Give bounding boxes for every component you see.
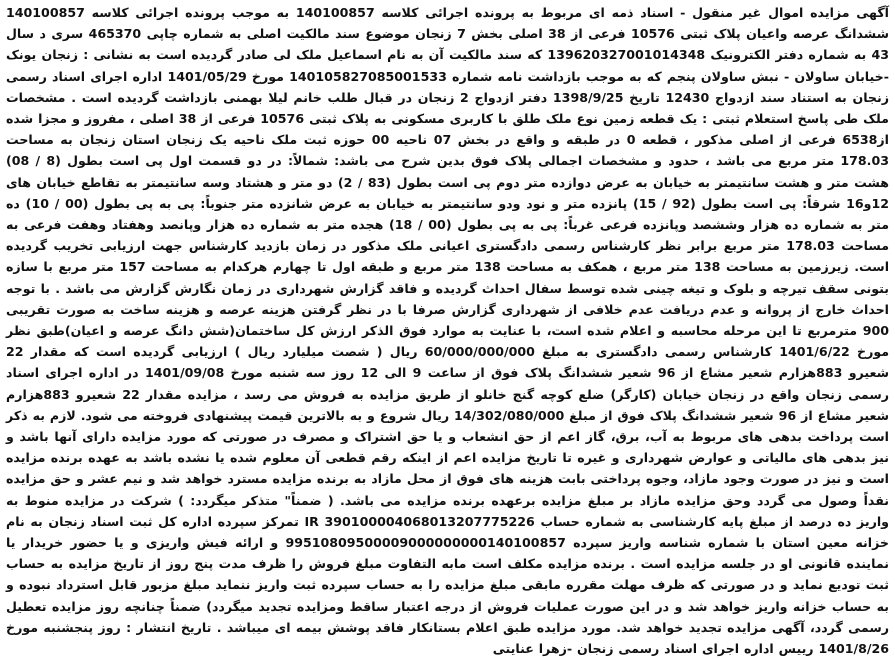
auction-notice-text: آگهی مزایده اموال غیر منقول - اسناد ذمه ای مربوط به پرونده اجرائی کلاسه 140100857 به موجب پرونده اجرائی کلاسه 140100857 ششدانگ عرصه واعیان پلاک ثبتی 10576 فرعی از 38 اصلی بخش 7 زنجان موضوع سند مالکیت اصلی به شماره چاپی 465370 سری د سال 43 به شماره دفتر الکترونیک 139620327001014348 که سند مالکیت آن به نام اسماعیل ملک لی صادر گردیده است به نشانی : زنجان یونک -خیابان ساولان - نبش ساولان پنجم که به موجب بازداشت نامه شماره 140105827085001533 مورخ 1401/05/29 اداره اجرای اسناد رسمی زنجان به استناد سند ازدواج 12430 تاریخ 1398/9/25 دفتر ازدواج 2 زنجان در قبال طلب خانم لیلا بهمنی بازداشت گردیده است . مشخصات ملک طی پاسخ استعلام ثبتی : یک قطعه زمین نوع ملک طلق با کاربری مسکونی به پلاک ثبتی 10576 فرعی از 38 اصلی ، مفروز و مجزا شده از6538 فرعی از اصلی مذکور ، قطعه 0 در طبقه و واقع در بخش 07 ناحیه 00 حوزه ثبت ملک ناحیه یک زنجان استان زنجان به مساحت 178.03 متر مربع می باشد ، حدود و مشخصات اجمالی پلاک فوق بدین شرح می باشد: شمالاً: در دو قسمت اول پی است بطول (8 / 08) هشت متر و هشت سانتیمتر به خیابان به عرض دوازده متر دوم پی است بطول (83 / 2) دو متر و هشتاد وسه سانتیمتر به تقاطع خیابان های 12و16 شرقاً: پی است بطول (92 / 15) پانزده متر و نود ودو سانتیمتر به خیابان به عرض شانزده متر جنوباً: پی به پی بطول (00 / 10) ده متر به شماره ده هزار وششصد وپانزده فرعی غرباً: پی به پی بطول (00 / 18) هجده متر به شماره ده هزار وپانصد وهفتاد وهفت فرعی به مساحت 178.03 متر مربع برابر نظر کارشناس رسمی دادگستری اعیانی ملک مذکور در زمان بازدید کارشناس جهت ارزیابی تخریب گردیده است. زیرزمین به مساحت 138 متر مربع ، همکف به مساحت 138 متر مربع و طبقه اول تا چهارم هرکدام به مساحت 157 متر مربع با سازه بتونی سقف تیرچه و بلوک و تیغه چینی شده توسط سفال احداث گردیده و فاقد گزارش شهرداری در زمان نگارش گزارش می باشد . با توجه احداث خارج از پروانه و عدم دریافت عدم خلافی از شهرداری گزارش صرفا با در نظر گرفتن هزینه عرصه و هزینه ساخت به صورت تقریبی 900 مترمربع تا این مرحله محاسبه و اعلام شده است، با عنایت به موارد فوق الذکر ارزش کل ساختمان(شش دانگ عرصه و اعیان)طبق نظر مورخ 1401/6/22 کارشناس رسمی دادگستری به مبلغ 60/000/000/000 ریال ( شصت میلیارد ریال ) ارزیابی گردیده است که مقدار 22 شعیرو 883هزارم شعیر مشاع از 96 شعیر ششدانگ پلاک فوق از ساعت 9 الی 12 روز سه شنبه مورخ 1401/09/08 در اداره اجرای اسناد رسمی زنجان واقع در زنجان خیابان (کارگر) ضلع کوچه گنج خانلو از طریق مزایده به فروش می رسد ، مزایده مقدار 22 شعیرو 883هزارم شعیر مشاع از 96 شعیر ششدانگ پلاک فوق از مبلغ 14/302/080/000 ریال شروع و به بالاترین قیمت پیشنهادی فروخته می شود. لازم به ذکر است پرداخت بدهی های مربوط به آب، برق، گاز اعم از حق انشعاب و یا حق اشتراک و مصرف در صورتی که مورد مزایده دارای آنها باشد و نیز بدهی های مالیاتی و عوارض شهرداری و غیره تا تاریخ مزایده اعم از اینکه رقم قطعی آن معلوم شده یا نشده باشد به عهده برنده مزایده است و نیز در صورت وجود مازاد، وجوه پرداختی بابت هزینه های فوق از محل مازاد به برنده مزایده مسترد خواهد شد و نیم عشر و حق مزایده نقداً وصول می گردد وحق مزایده مازاد بر مبلغ مزایده برعهده برنده مزایده می باشد. ( ضمناً" متذکر میگردد: ) شرکت در مزایده منوط به واریز ده درصد از مبلغ پایه کارشناسی به شماره حساب 390100004068013207775226 IR تمرکز سپرده اداره کل ثبت اسناد زنجان به نام خزانه معین استان با شماره شناسه واریز سپرده 99510809500009000000000140100857 و ارائه فیش واریزی و یا حضور خریدار یا نماینده قانونی او در جلسه مزایده است . برنده مزایده مکلف است مابه التفاوت مبلغ فروش را ظرف مدت پنج روز از تاریخ مزایده به حساب ثبت تودیع نماید و در صورتی که ظرف مهلت مقرره مابقی مبلغ مزایده را به حساب سپرده ثبت واریز ننماید مبلغ مزبور قابل استرداد نبوده و به حساب خزانه واریز خواهد شد و در این صورت عملیات فروش از درجه اعتبار ساقط ومزایده تجدید میگردد) ضمناً چنانچه روز مزایده تعطیل رسمی گردد، آگهی مزایده تجدید خواهد شد. مورد مزایده طبق اعلام بستانکار فاقد پوشش بیمه ای میباشد . تاریخ انتشار : روز پنجشنبه مورخ 1401/8/26 رییس اداره اجرای اسناد رسمی زنجان -زهرا عنایتی [6, 5, 890, 657]
